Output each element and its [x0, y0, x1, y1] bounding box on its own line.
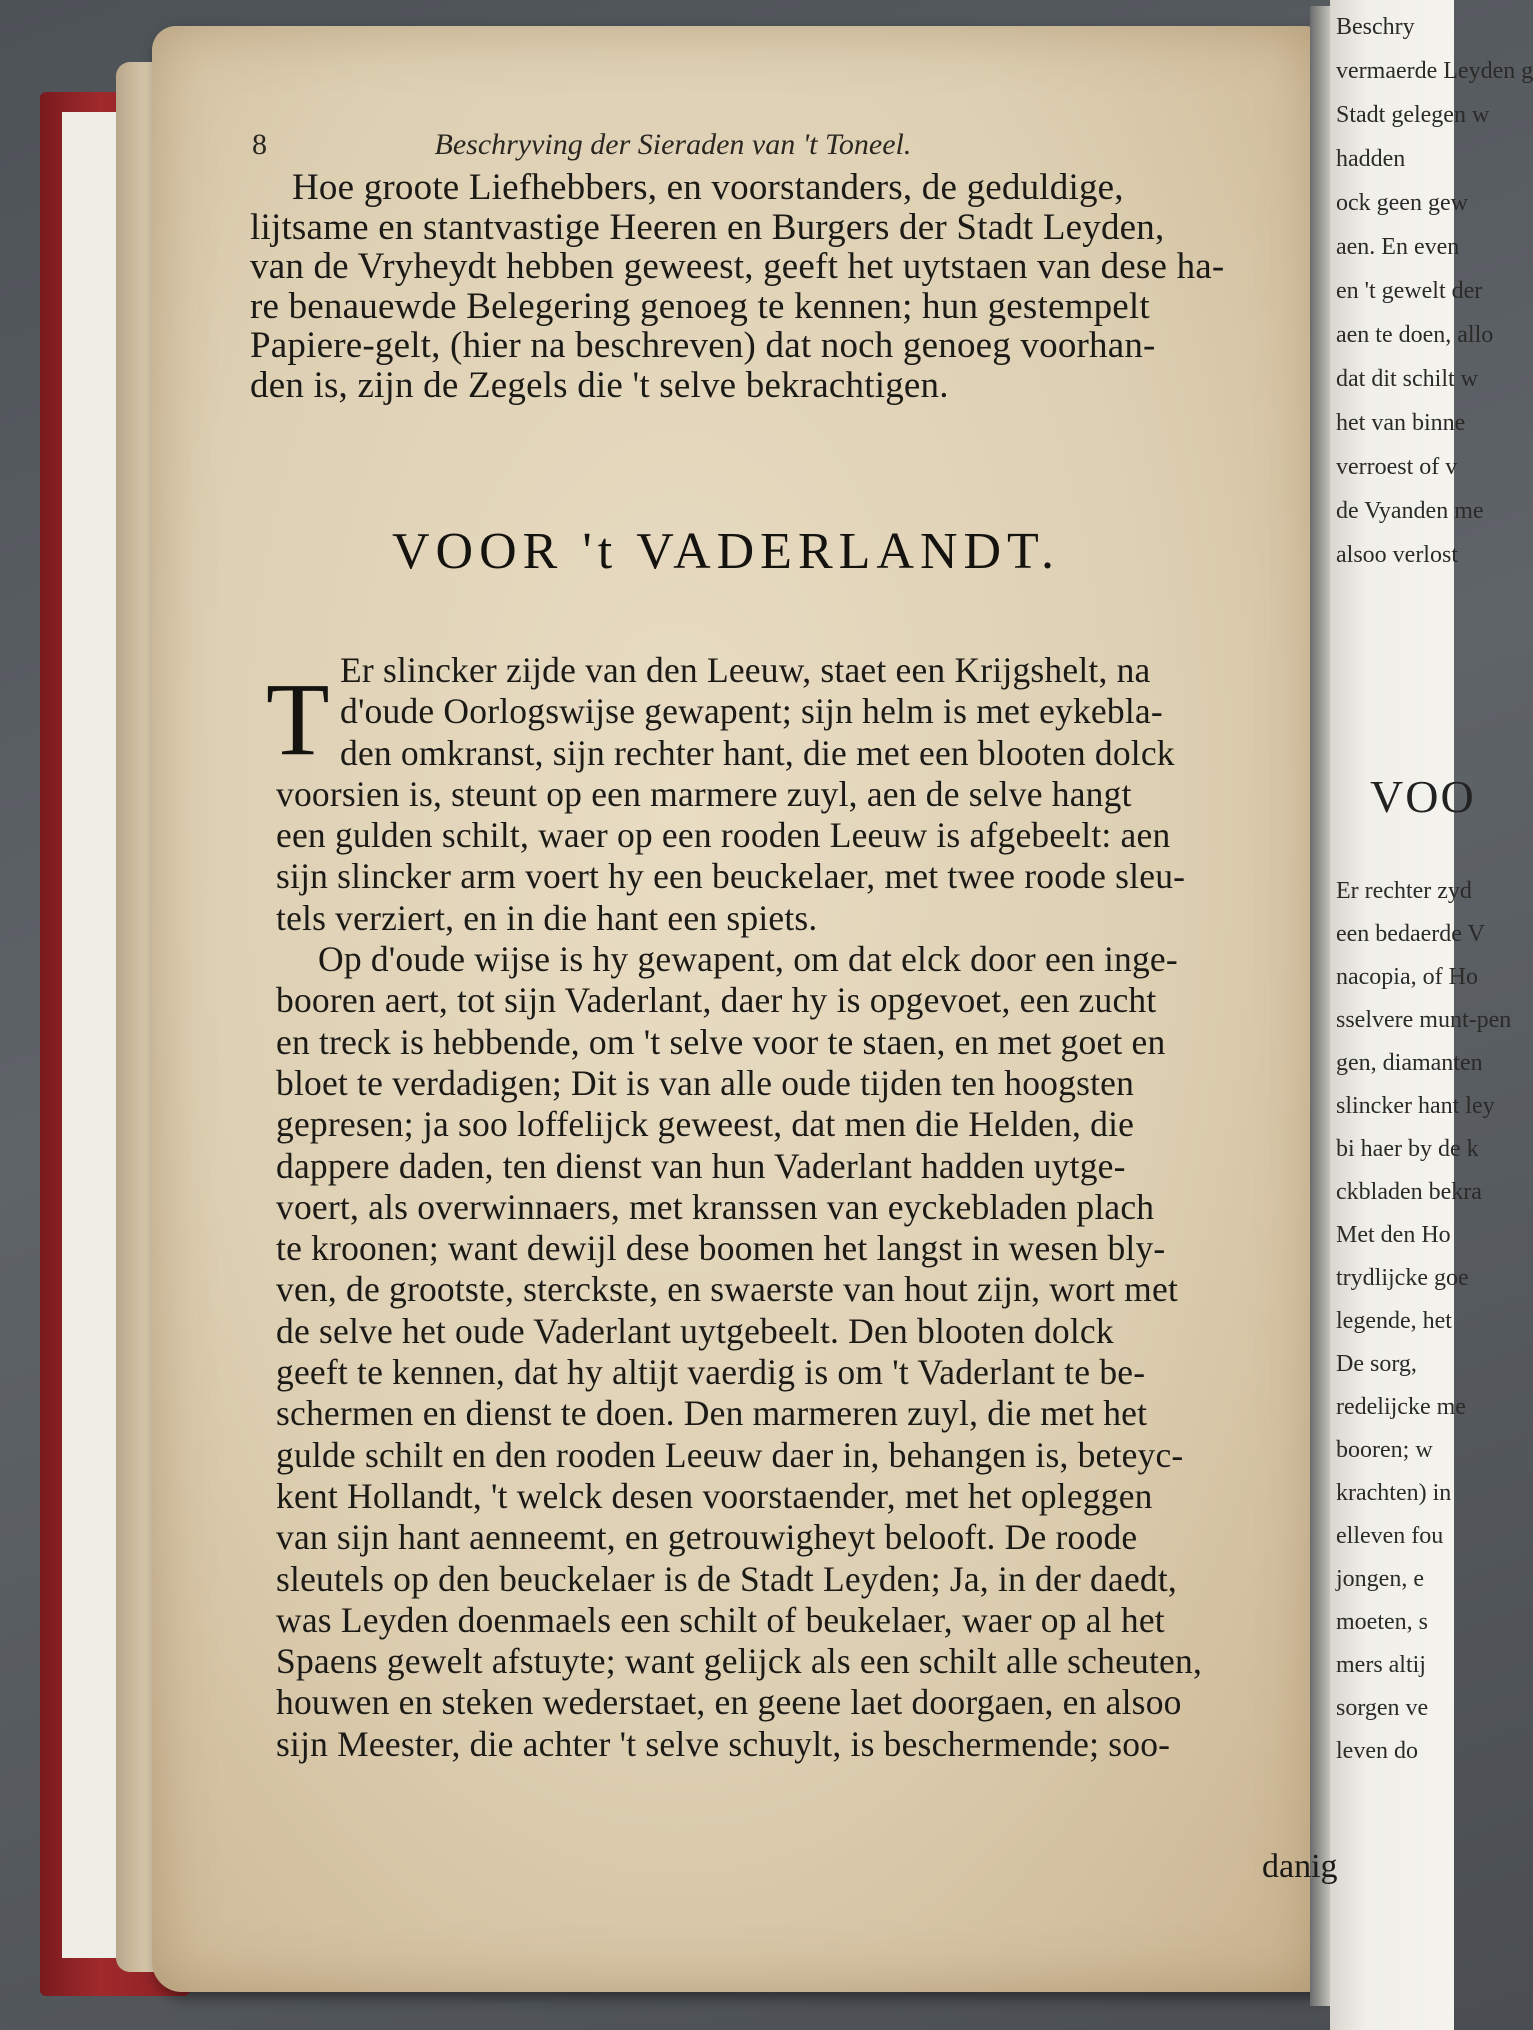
text-line: voert, als overwinnaers, met kranssen van eyckebladen plach — [276, 1186, 1155, 1227]
text-line: te kroonen; want dewijl dese boomen het langst in wesen bly- — [276, 1228, 1166, 1269]
text-line: gepresen; ja soo loffelijck geweest, dat men die Helden, die — [276, 1104, 1135, 1145]
facing-text-line: het van binne — [1336, 410, 1466, 436]
facing-text-line: ckbladen bekra — [1336, 1179, 1482, 1205]
text-line: d'oude Oorlogswijse gewapent; sijn helm is met eykebla- — [340, 691, 1163, 732]
catchword: danig — [1262, 1848, 1338, 1885]
facing-text-line: Stadt gelegen w — [1336, 102, 1490, 128]
facing-text-line: elleven fou — [1336, 1523, 1444, 1549]
facing-text-line: alsoo verlost — [1336, 542, 1458, 568]
facing-text-line: slincker hant ley — [1336, 1093, 1495, 1119]
facing-text-line: leven do — [1336, 1738, 1418, 1764]
facing-text-line: jongen, e — [1336, 1566, 1424, 1592]
facing-text-line: booren; w — [1336, 1437, 1433, 1463]
intro-paragraph — [250, 168, 1290, 405]
facing-text-line: een bedaerde V — [1336, 921, 1485, 947]
facing-text-line: mers altij — [1336, 1652, 1426, 1678]
facing-text-line: Er rechter zyd — [1336, 878, 1472, 904]
facing-text-line: trydlijcke goe — [1336, 1265, 1469, 1291]
text-line: van de Vryheydt hebben geweest, geeft het uytstaen van dese ha- — [250, 246, 1225, 287]
text-line: gulde schilt en den rooden Leeuw daer in, behangen is, beteyc- — [276, 1434, 1184, 1475]
text-line: bloet te verdadigen; Dit is van alle oude tijden ten hoogsten — [276, 1062, 1135, 1103]
text-line: den is, zijn de Zegels die 't selve bekrachtigen. — [250, 364, 949, 406]
drop-cap: T — [266, 662, 330, 777]
text-line: sijn slincker arm voert hy een beuckelaer, met twee roode sleu- — [276, 856, 1186, 897]
text-line: kent Hollandt, 't welck desen voorstaender, met het opleggen — [276, 1475, 1153, 1516]
text-line: sijn Meester, die achter 't selve schuylt, is beschermende; soo- — [276, 1723, 1171, 1764]
text-line: Spaens gewelt afstuyte; want gelijck als een schilt alle scheuten, — [276, 1641, 1203, 1682]
facing-text-line: dat dit schilt w — [1336, 366, 1478, 392]
body-paragraphs — [276, 650, 1316, 1765]
facing-text-line: verroest of v — [1336, 454, 1458, 480]
text-line: geeft te kennen, dat hy altijt vaerdig is om 't Vaderlant te be- — [276, 1352, 1146, 1393]
facing-text-line: bi haer by de k — [1336, 1136, 1479, 1162]
text-line: Er slincker zijde van den Leeuw, staet een Krijgshelt, na — [340, 650, 1151, 690]
facing-text-line: krachten) in — [1336, 1480, 1452, 1506]
text-line: booren aert, tot sijn Vaderlant, daer hy is opgevoet, een zucht — [276, 980, 1157, 1021]
section-title: VOOR 't VADERLANDT. — [392, 523, 1060, 580]
running-head-title: Beschryving der Sieraden van 't Toneel. — [434, 128, 912, 161]
facing-text-line: en 't gewelt der — [1336, 278, 1483, 304]
running-head — [252, 128, 911, 162]
facing-text-line: aen te doen, allo — [1336, 322, 1494, 348]
text-line: schermen en dienst te doen. Den marmeren zuyl, die met het — [276, 1393, 1148, 1434]
text-line: Papiere-gelt, (hier na beschreven) dat noch genoeg voorhan- — [250, 325, 1156, 366]
text-line: was Leyden doenmaels een schilt of beukelaer, waer op al het — [276, 1599, 1165, 1640]
facing-text-line: De sorg, — [1336, 1351, 1417, 1377]
facing-text-line: de Vyanden me — [1336, 498, 1484, 524]
page-number: 8 — [252, 128, 267, 161]
facing-text-line: gen, diamanten — [1336, 1050, 1483, 1076]
text-line: dappere daden, ten dienst van hun Vaderlant hadden uytge- — [276, 1145, 1126, 1186]
facing-text-line: sselvere munt-pen — [1336, 1007, 1512, 1033]
text-line: een gulden schilt, waer op een rooden Leeuw is afgebeelt: aen — [276, 815, 1171, 856]
facing-text-line: aen. En even — [1336, 234, 1460, 260]
facing-page-title-fragment: VOO — [1370, 771, 1476, 822]
facing-text-line: moeten, s — [1336, 1609, 1428, 1635]
text-line: den omkranst, sijn rechter hant, die met een blooten dolck — [340, 732, 1175, 773]
facing-text-line: ock geen gew — [1336, 190, 1468, 216]
text-line: Op d'oude wijse is hy gewapent, om dat elck door een inge- — [318, 939, 1178, 980]
facing-text-line: Met den Ho — [1336, 1222, 1451, 1248]
facing-text-line: hadden — [1336, 146, 1406, 172]
text-line: ven, de grootste, sterckste, en swaerste van hout zijn, wort met — [276, 1269, 1179, 1310]
text-line: van sijn hant aenneemt, en getrouwigheyt belooft. De roode — [276, 1517, 1138, 1558]
facing-text-line: nacopia, of Ho — [1336, 964, 1478, 990]
facing-text-line: vermaerde Leyden g — [1336, 58, 1533, 84]
text-line: houwen en steken wederstaet, en geene laet doorgaen, en alsoo — [276, 1682, 1182, 1723]
facing-text-line: Beschry — [1336, 14, 1415, 40]
text-line: re benauewde Belegering genoeg te kennen; hun gestempelt — [250, 285, 1150, 327]
text-line: en treck is hebbende, om 't selve voor te staen, en met goet en — [276, 1021, 1166, 1062]
facing-text-line: legende, het — [1336, 1308, 1452, 1334]
text-line: sleutels op den beuckelaer is de Stadt Leyden; Ja, in der daedt, — [276, 1558, 1177, 1599]
text-line: lijtsame en stantvastige Heeren en Burgers der Stadt Leyden, — [250, 206, 1165, 248]
facing-text-line: redelijcke me — [1336, 1394, 1466, 1420]
text-line: de selve het oude Vaderlant uytgebeelt. Den blooten dolck — [276, 1310, 1114, 1351]
text-line: voorsien is, steunt op een marmere zuyl, aen de selve hangt — [276, 773, 1132, 814]
text-line: tels verziert, en in die hant een spiets. — [276, 897, 818, 938]
text-line: Hoe groote Liefhebbers, en voorstanders, de geduldige, — [292, 167, 1124, 208]
facing-text-line: sorgen ve — [1336, 1695, 1429, 1721]
